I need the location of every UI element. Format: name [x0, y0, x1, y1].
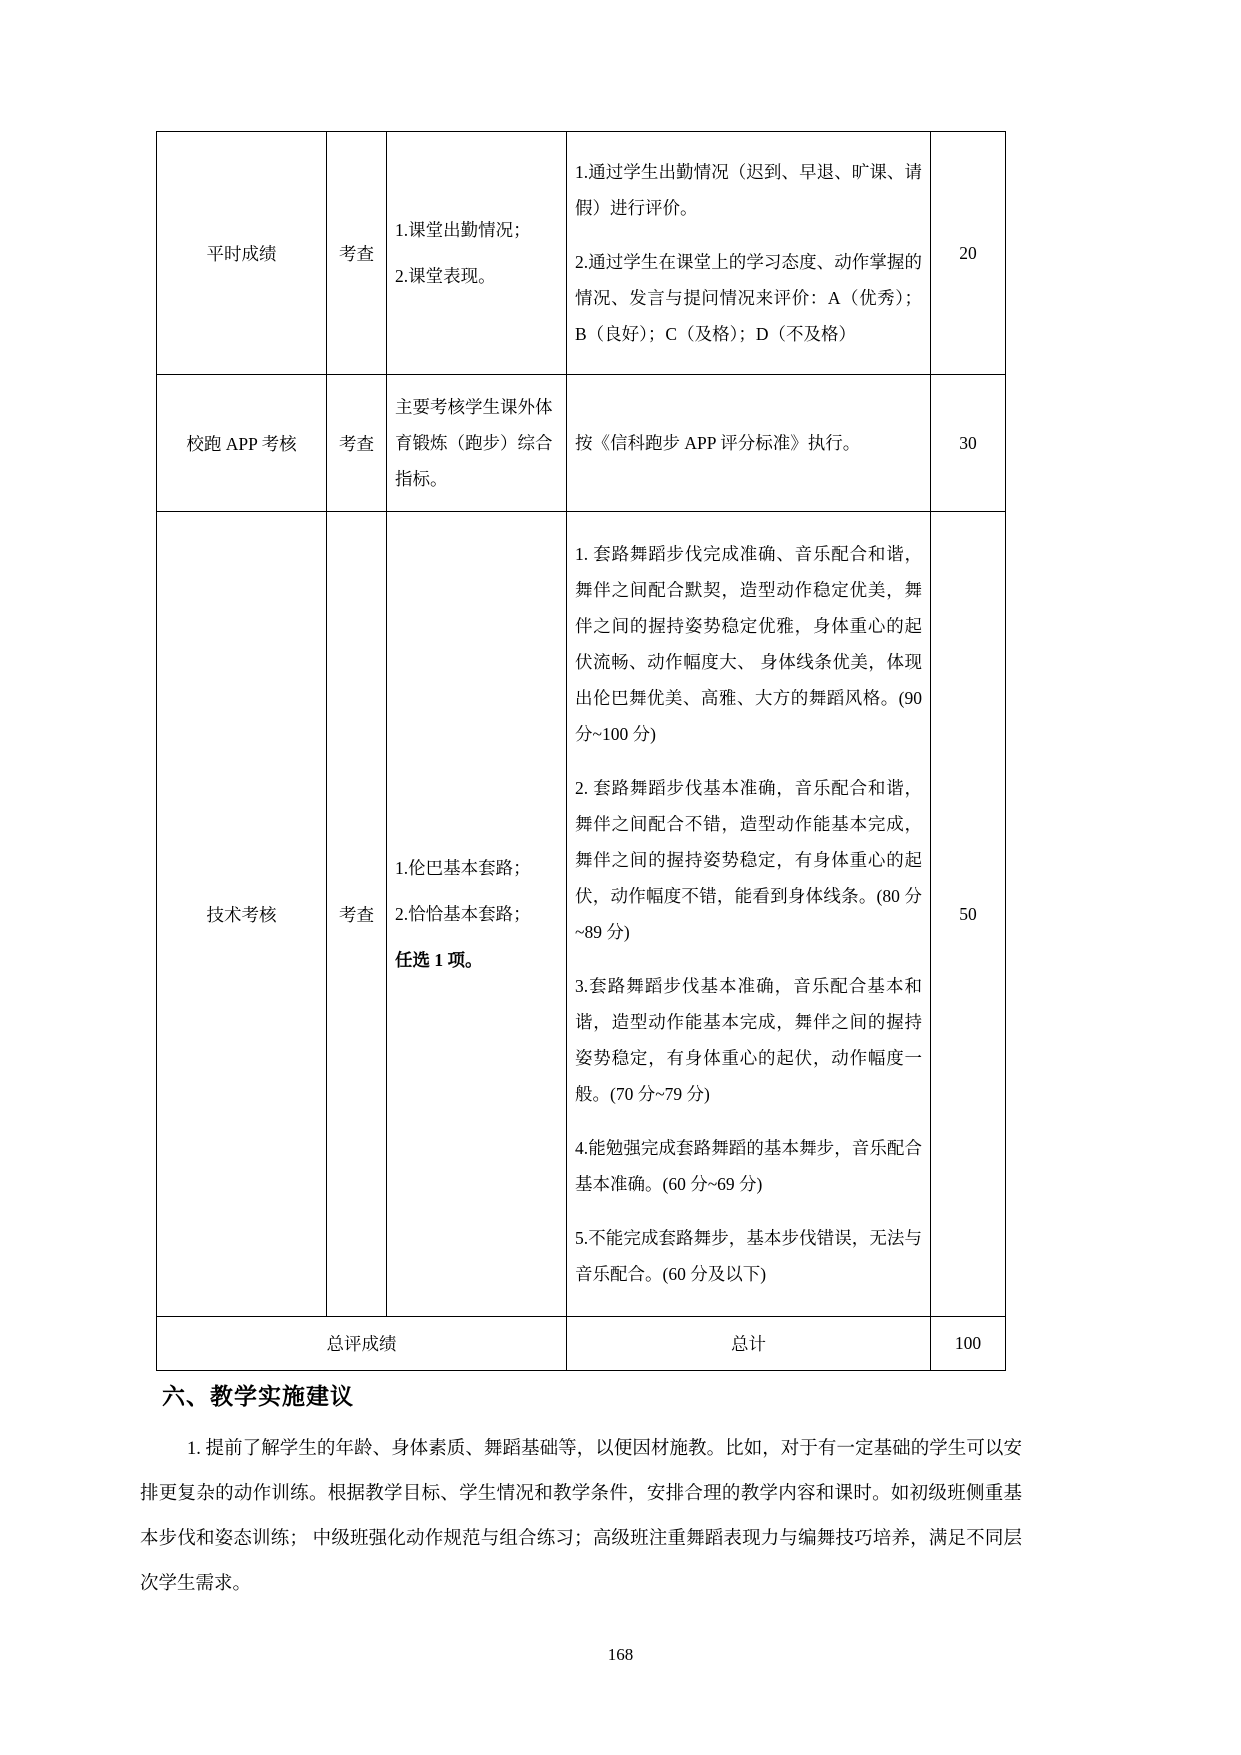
assessment-item-cell: 校跑 APP 考核: [157, 375, 327, 512]
table-row-running-app: [157, 375, 1006, 512]
assessment-method-cell: 考查: [327, 132, 387, 375]
page-number: 168: [607, 1645, 634, 1664]
total-score-cell: 100: [931, 1317, 1006, 1371]
score-cell: 50: [931, 512, 1006, 1317]
content-line-bold: 任选 1 项。: [395, 950, 483, 970]
assessment-item-cell: 平时成绩: [157, 132, 327, 375]
content-line: 2.恰恰基本套路；: [395, 904, 531, 924]
table-row-regular-grade: [157, 132, 1006, 375]
criteria-paragraph: 5.不能完成套路舞步，基本步伐错误，无法与音乐配合。(60 分及以下): [575, 1228, 922, 1284]
criteria-paragraph: 1.通过学生出勤情况（迟到、早退、旷课、请假）进行评价。: [575, 162, 922, 218]
assessment-content-cell: [387, 375, 567, 512]
teaching-suggestions-section: [140, 1378, 1022, 1607]
assessment-criteria-cell: [567, 375, 931, 512]
assessment-criteria-cell: [567, 512, 931, 1317]
assessment-content-cell: [387, 512, 567, 1317]
criteria-paragraph: 按《信科跑步 APP 评分标准》执行。: [575, 433, 861, 453]
assessment-item-cell: 技术考核: [157, 512, 327, 1317]
assessment-method-cell: 考查: [327, 375, 387, 512]
criteria-paragraph: 2.通过学生在课堂上的学习态度、动作掌握的情况、发言与提问情况来评价：A（优秀）；B（良好）；C（及格）；D（不及格）: [575, 252, 922, 344]
total-grade-label-cell: 总评成绩: [157, 1317, 567, 1371]
assessment-table: [156, 131, 1006, 1371]
content-line: 2.课堂表现。: [395, 266, 496, 286]
section-title: 六、教学实施建议: [162, 1383, 354, 1409]
criteria-paragraph: 2. 套路舞蹈步伐基本准确，音乐配合和谐，舞伴之间配合不错，造型动作能基本完成，舞伴之间的握持姿势稳定，有身体重心的起伏，动作幅度不错，能看到身体线条。(80 分~89 分): [575, 778, 922, 942]
score-cell: 30: [931, 375, 1006, 512]
assessment-method-cell: 考查: [327, 512, 387, 1317]
criteria-paragraph: 3.套路舞蹈步伐基本准确，音乐配合基本和谐，造型动作能基本完成，舞伴之间的握持姿势稳定，有身体重心的起伏，动作幅度一般。(70 分~79 分): [575, 976, 922, 1104]
section-paragraph: 1. 提前了解学生的年龄、身体素质、舞蹈基础等，以便因材施教。比如，对于有一定基础的学生可以安排更复杂的动作训练。根据教学目标、学生情况和教学条件，安排合理的教学内容和课时。如初级班侧重基本步伐和姿态训练； 中级班强化动作规范与组合练习；高级班注重舞蹈表现力与编舞技巧培养，满足不同层次学生需求。: [140, 1439, 1022, 1594]
criteria-paragraph: 4.能勉强完成套路舞蹈的基本舞步，音乐配合基本准确。(60 分~69 分): [575, 1138, 922, 1194]
content-line: 1.课堂出勤情况；: [395, 220, 531, 240]
table-row-total: [157, 1317, 1006, 1371]
total-label-cell: 总计: [567, 1317, 931, 1371]
table-row-technical-assessment: [157, 512, 1006, 1317]
content-line: 1.伦巴基本套路；: [395, 858, 531, 878]
score-cell: 20: [931, 132, 1006, 375]
content-line: 主要考核学生课外体育锻炼（跑步）综合指标。: [395, 397, 553, 489]
assessment-criteria-cell: [567, 132, 931, 375]
assessment-content-cell: [387, 132, 567, 375]
criteria-paragraph: 1. 套路舞蹈步伐完成准确、音乐配合和谐，舞伴之间配合默契，造型动作稳定优美，舞伴之间的握持姿势稳定优雅，身体重心的起伏流畅、动作幅度大、 身体线条优美，体现出伦巴舞优美、高雅、大方的舞蹈风格。(90 分~100 分): [575, 544, 922, 744]
